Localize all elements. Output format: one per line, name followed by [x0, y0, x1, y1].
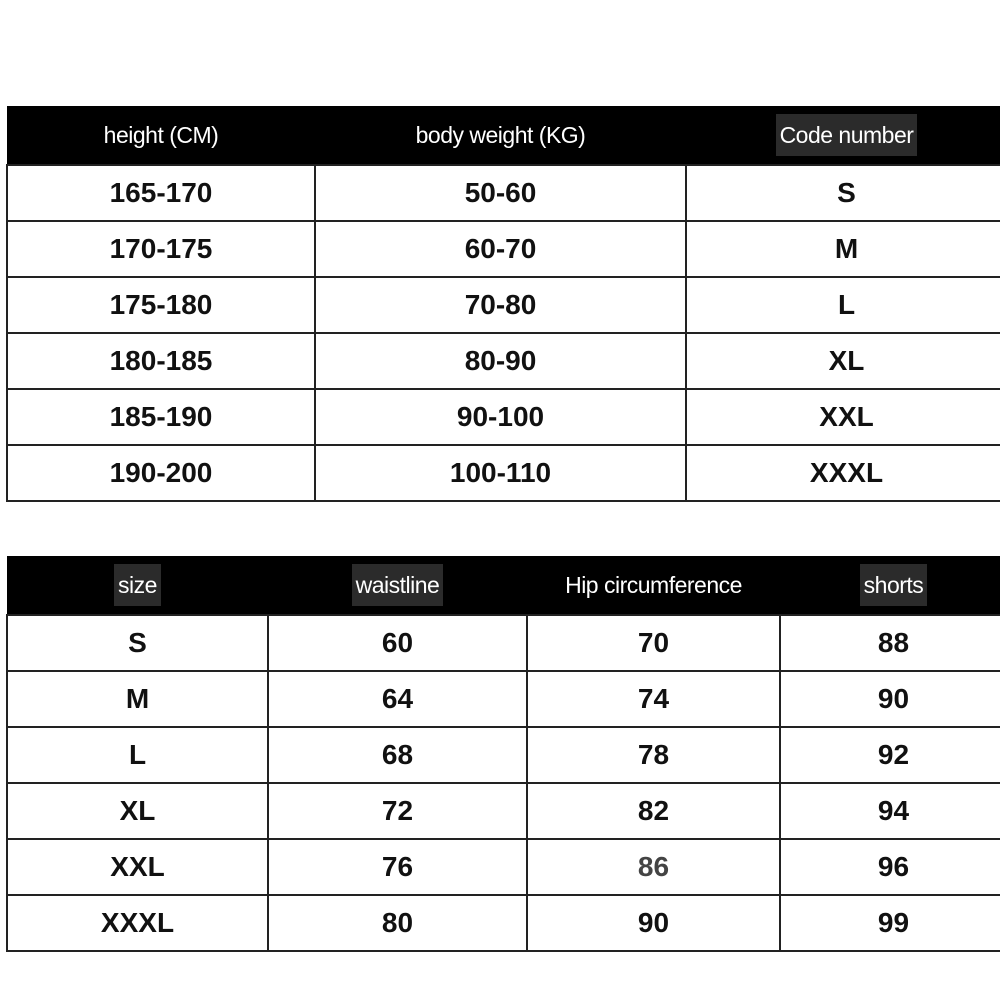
- height-cell: 170-175: [7, 221, 315, 277]
- weight-cell: 70-80: [315, 277, 686, 333]
- table-row: [7, 615, 1000, 671]
- weight-cell: 90-100: [315, 389, 686, 445]
- hip-cell: 82: [527, 783, 780, 839]
- header-waistline: [268, 556, 527, 615]
- code-cell: XL: [686, 333, 1000, 389]
- code-cell: M: [686, 221, 1000, 277]
- code-cell: XXXL: [686, 445, 1000, 501]
- hip-cell: 90: [527, 895, 780, 951]
- size-cell: S: [7, 615, 268, 671]
- table-row: [7, 445, 1000, 501]
- hip-cell: 86: [527, 839, 780, 895]
- height-cell: 175-180: [7, 277, 315, 333]
- code-cell: XXL: [686, 389, 1000, 445]
- size-measurements-table: [6, 556, 1000, 952]
- header-height-unit: (CM): [169, 121, 219, 148]
- shorts-cell: 96: [780, 839, 1000, 895]
- table2-header-row: [7, 556, 1000, 615]
- header-body-weight-unit: (KG): [538, 121, 586, 148]
- hip-cell: 78: [527, 727, 780, 783]
- code-cell: L: [686, 277, 1000, 333]
- waistline-cell: 80: [268, 895, 527, 951]
- table-row: [7, 221, 1000, 277]
- table1-header-row: [7, 106, 1000, 165]
- size-cell: XL: [7, 783, 268, 839]
- header-size-label: size: [114, 564, 161, 606]
- hip-cell: 74: [527, 671, 780, 727]
- height-cell: 180-185: [7, 333, 315, 389]
- table-row: [7, 671, 1000, 727]
- table-row: [7, 895, 1000, 951]
- height-weight-size-table: [6, 106, 1000, 502]
- shorts-cell: 92: [780, 727, 1000, 783]
- code-cell: S: [686, 165, 1000, 221]
- height-cell: 190-200: [7, 445, 315, 501]
- waistline-cell: 64: [268, 671, 527, 727]
- hip-cell: 70: [527, 615, 780, 671]
- waistline-cell: 76: [268, 839, 527, 895]
- waistline-cell: 68: [268, 727, 527, 783]
- table-row: [7, 333, 1000, 389]
- table-row: [7, 389, 1000, 445]
- header-hip-circumference: [527, 556, 780, 615]
- height-cell: 185-190: [7, 389, 315, 445]
- size-cell: L: [7, 727, 268, 783]
- header-waistline-label: waistline: [352, 564, 444, 606]
- shorts-cell: 94: [780, 783, 1000, 839]
- header-height: [7, 106, 315, 165]
- size-cell: M: [7, 671, 268, 727]
- table-row: [7, 277, 1000, 333]
- weight-cell: 100-110: [315, 445, 686, 501]
- table-row: [7, 727, 1000, 783]
- weight-cell: 60-70: [315, 221, 686, 277]
- header-height-label: height: [103, 121, 164, 148]
- table-row: [7, 783, 1000, 839]
- header-shorts: [780, 556, 1000, 615]
- waistline-cell: 60: [268, 615, 527, 671]
- size-cell: XXL: [7, 839, 268, 895]
- header-body-weight: [315, 106, 686, 165]
- shorts-cell: 88: [780, 615, 1000, 671]
- header-body-weight-label: body weight: [415, 121, 533, 148]
- size-cell: XXXL: [7, 895, 268, 951]
- table-row: [7, 839, 1000, 895]
- weight-cell: 50-60: [315, 165, 686, 221]
- header-code-number-label: Code number: [776, 114, 918, 156]
- shorts-cell: 99: [780, 895, 1000, 951]
- header-size: [7, 556, 268, 615]
- header-code-number: [686, 106, 1000, 165]
- weight-cell: 80-90: [315, 333, 686, 389]
- header-hip-circumference-label: Hip circumference: [565, 571, 742, 598]
- header-shorts-label: shorts: [860, 564, 928, 606]
- shorts-cell: 90: [780, 671, 1000, 727]
- waistline-cell: 72: [268, 783, 527, 839]
- table-row: [7, 165, 1000, 221]
- height-cell: 165-170: [7, 165, 315, 221]
